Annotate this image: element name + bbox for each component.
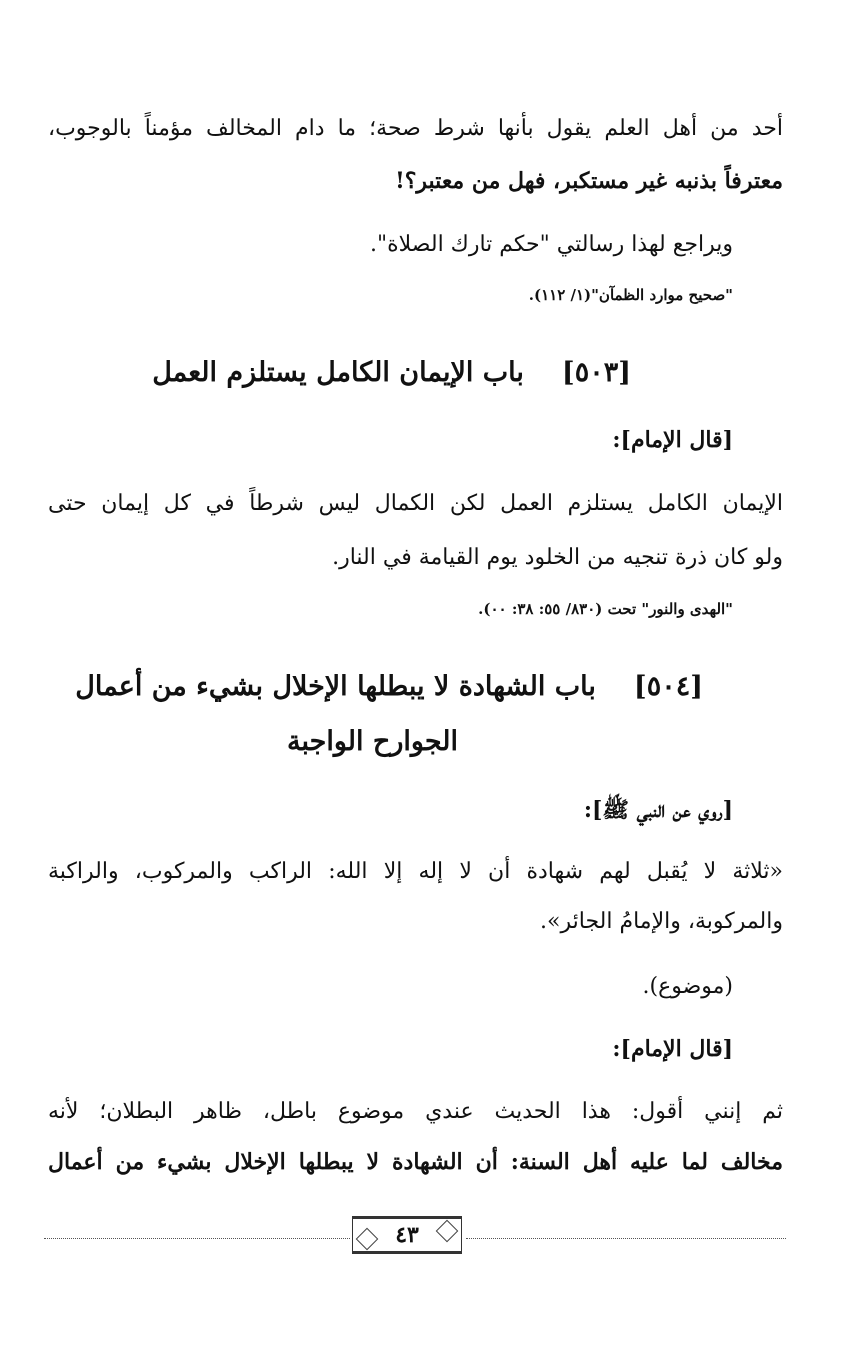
section-503-text-line-2: ولو كان ذرة تنجيه من الخلود يوم القيامة في النار. (332, 545, 783, 570)
section-503-heading (152, 353, 631, 393)
paragraph-1-line-1: أحد من أهل العلم يقول بأنها شرط صحة؛ ما دام المخالف مؤمناً بالوجوب، (48, 116, 783, 141)
reference-line: ويراجع لهذا رسالتي "حكم تارك الصلاة". (370, 232, 733, 257)
section-503-title: باب الإيمان الكامل يستلزم العمل (152, 357, 524, 388)
section-504-speaker: [قال الإمام]: (612, 1036, 733, 1062)
section-504-comment-line-2: مخالف لما عليه أهل السنة: أن الشهادة لا يبطلها الإخلال بشيء من أعمال (48, 1149, 783, 1175)
section-504-hadith-line-1: «ثلاثة لا يُقبل لهم شهادة أن لا إله إلا الله: الراكب والمركوب، والراكبة (48, 859, 783, 884)
section-504-hadith-line-2: والمركوبة، والإمامُ الجائر». (540, 909, 783, 934)
footer-rule-left (44, 1238, 350, 1239)
section-504-comment-line-1: ثم إنني أقول: هذا الحديث عندي موضوع باطل، ظاهر البطلان؛ لأنه (48, 1099, 783, 1124)
paragraph-1-line-2: معترفاً بذنبه غير مستكبر، فهل من معتبر؟! (395, 168, 783, 194)
section-504-title-line-1: باب الشهادة لا يبطلها الإخلال بشيء من أعمال (75, 671, 596, 702)
source-citation-1: "صحيح موارد الظمآن"(١/ ١١٢). (528, 286, 733, 304)
section-503-speaker: [قال الإمام]: (612, 427, 733, 453)
section-503-text-line-1: الإيمان الكامل يستلزم العمل لكن الكمال ليس شرطاً في كل إيمان حتى (48, 491, 783, 516)
page-number: ٤٣ (395, 1222, 419, 1248)
section-504-number: [٥٠٤] (633, 671, 703, 702)
section-504-narration-label: [روي عن النبي ﷺ]: (583, 797, 733, 823)
section-504-heading (75, 667, 703, 707)
page-number-frame (352, 1216, 462, 1254)
section-504-grading: (موضوع). (642, 974, 733, 999)
section-504-title-line-2: الجوارح الواجبة (287, 726, 458, 757)
section-503-source: "الهدى والنور" تحت (٨٣٠/ ٥٥: ٣٨: ٠٠). (478, 600, 733, 618)
ornament-icon (356, 1228, 379, 1251)
ornament-icon (436, 1220, 459, 1243)
section-503-number: [٥٠٣] (561, 357, 631, 388)
footer-rule-right (466, 1238, 786, 1239)
